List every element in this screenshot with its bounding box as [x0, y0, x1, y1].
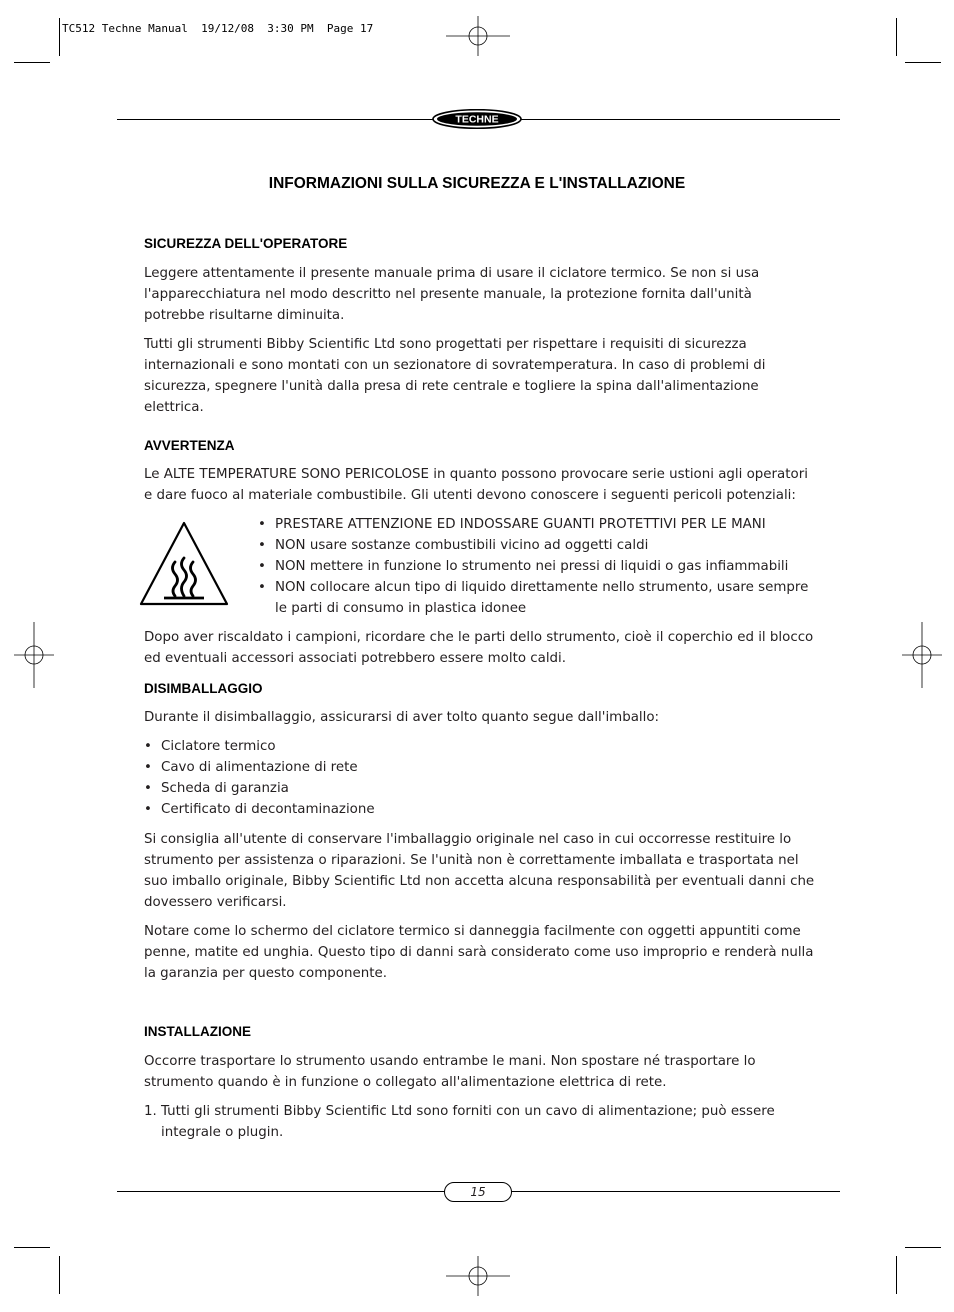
paragraph-text: Le ALTE TEMPERATURE SONO PERICOLOSE in quanto possono provocare serie ustioni agli operatori e dare fuoco al materiale combustibile. Gli utenti devono conoscere i seguenti pericoli potenziali:	[144, 467, 808, 503]
registration-mark-right	[900, 622, 944, 688]
paragraph-text: Occorre trasportare lo strumento usando entrambe le mani. Non spostare né trasportare lo strumento quando è in funzione o collegato all'alimentazione elettrica di rete.	[144, 1054, 756, 1090]
crop-mark	[896, 18, 897, 56]
list-item: • NON mettere in funzione lo strumento nei pressi di liquidi o gas infiammabili	[258, 556, 818, 577]
paragraph-text: Notare come lo schermo del ciclatore termico si danneggia facilmente con oggetti appuntiti come penne, matite ed unghia. Questo tipo di danni sarà considerato come uso improprio e renderà nulla la garanzia per questo componente.	[144, 924, 814, 981]
heading-installation: INSTALLAZIONE	[144, 1024, 251, 1039]
crop-mark	[905, 1247, 941, 1248]
paragraph-text: Tutti gli strumenti Bibby Scientific Ltd sono progettati per rispettare i requisiti di sicurezza internazionali e sono montati con un sezionatore di sovratemperatura. In caso di problemi di sicurezza, spegnere l'unità dalla presa di rete centrale e togliere la spina dall'alimentazione elettrica.	[144, 337, 766, 415]
registration-mark-bottom	[446, 1254, 510, 1298]
heading-warning: AVVERTENZA	[144, 438, 235, 453]
paragraph-text: Durante il disimballaggio, assicurarsi di aver tolto quanto segue dall'imballo:	[144, 710, 660, 725]
crop-mark	[14, 62, 50, 63]
warning-after-paragraph	[144, 627, 816, 669]
step-number: 1.	[144, 1104, 157, 1119]
crop-mark	[905, 62, 941, 63]
warning-intro	[144, 464, 816, 506]
list-item: • Certificato di decontaminazione	[144, 799, 816, 820]
list-item: • PRESTARE ATTENZIONE ED INDOSSARE GUANTI PROTETTIVI PER LE MANI	[258, 514, 818, 535]
operator-safety-paragraph-2	[144, 334, 816, 418]
list-item: • Scheda di garanzia	[144, 778, 816, 799]
list-item	[144, 1101, 816, 1143]
list-item: • NON collocare alcun tipo di liquido direttamente nello strumento, usare sempre le parti di consumo in plastica idonee	[258, 577, 818, 619]
paragraph-text: Leggere attentamente il presente manuale prima di usare il ciclatore termico. Se non si usa l'apparecchiatura nel modo descritto nel presente manuale, la protezione fornita dall'unità potrebbe risultarne diminuita.	[144, 266, 760, 323]
heading-operator-safety: SICUREZZA DELL'OPERATORE	[144, 236, 348, 251]
unpacking-paragraph-1	[144, 829, 816, 913]
crop-mark	[14, 1247, 50, 1248]
page-number: 15	[444, 1182, 512, 1202]
techne-logo	[432, 109, 522, 129]
crop-mark	[59, 1256, 60, 1294]
paragraph-text: Dopo aver riscaldato i campioni, ricordare che le parti dello strumento, cioè il coperchio ed il blocco ed eventuali accessori associati potrebbero essere molto caldi.	[144, 630, 814, 666]
unpacking-items	[144, 736, 816, 820]
hot-surface-warning-icon	[138, 520, 230, 608]
registration-mark-left	[12, 622, 56, 688]
unpacking-intro	[144, 707, 816, 728]
step-text: Tutti gli strumenti Bibby Scientific Ltd sono forniti con un cavo di alimentazione; può essere integrale o plugin.	[161, 1104, 775, 1140]
installation-paragraph-1	[144, 1051, 816, 1093]
registration-mark-top	[446, 14, 510, 58]
heading-unpacking: DISIMBALLAGGIO	[144, 681, 263, 696]
paragraph-text: Si consiglia all'utente di conservare l'imballaggio originale nel caso in cui occorresse restituire lo strumento per assistenza o riparazioni. Se l'unità non è correttamente imballata e trasportata nel suo imballo originale, Bibby Scientific Ltd non accetta alcuna responsabilità per eventuali danni che dovessero verificarsi.	[144, 832, 815, 910]
printer-slug: TC512 Techne Manual 19/12/08 3:30 PM Page 17	[62, 22, 374, 35]
list-item: • Ciclatore termico	[144, 736, 816, 757]
list-item: • NON usare sostanze combustibili vicino ad oggetti caldi	[258, 535, 818, 556]
operator-safety-paragraph-1	[144, 263, 816, 326]
page-title: INFORMAZIONI SULLA SICUREZZA E L'INSTALLAZIONE	[268, 175, 686, 192]
crop-mark	[59, 18, 60, 56]
svg-text:TECHNE: TECHNE	[455, 113, 499, 126]
crop-mark	[896, 1256, 897, 1294]
list-item: • Cavo di alimentazione di rete	[144, 757, 816, 778]
warning-bullets	[258, 514, 818, 619]
installation-steps	[144, 1101, 816, 1143]
unpacking-paragraph-2	[144, 921, 816, 984]
